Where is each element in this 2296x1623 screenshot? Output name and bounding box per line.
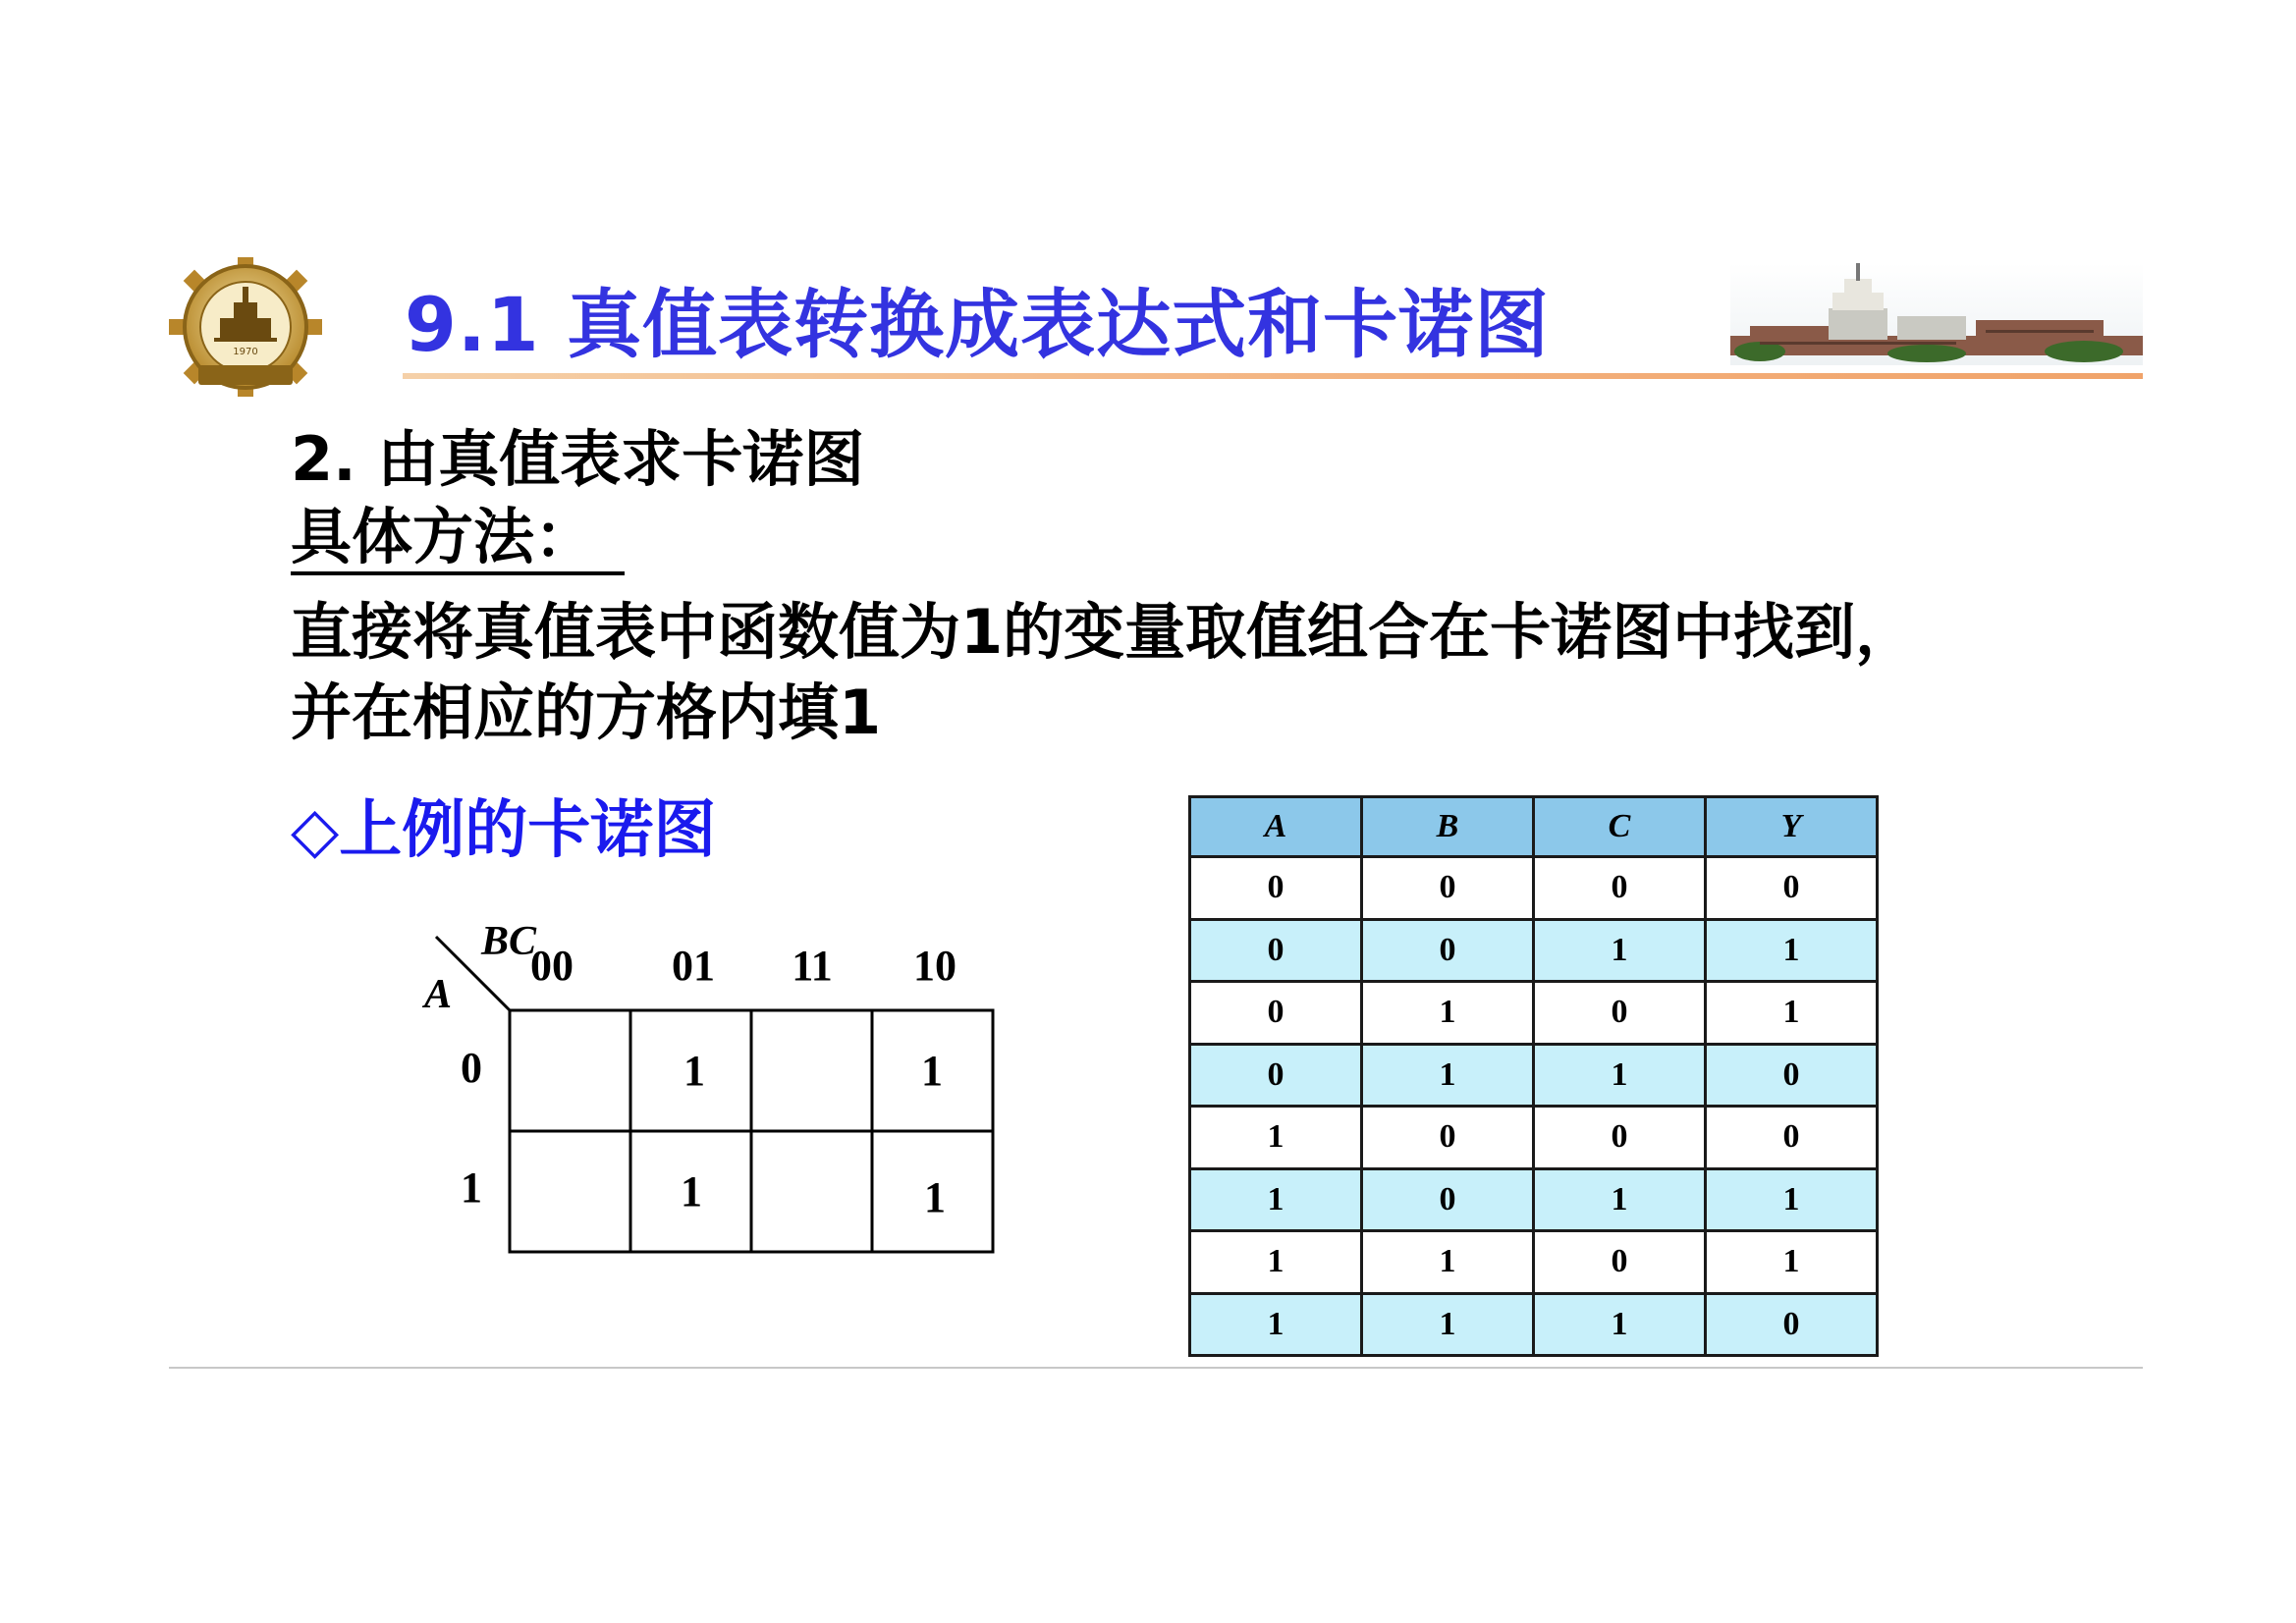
slide-title: 9.1 真值表转换成表达式和卡诺图 — [405, 281, 1551, 368]
truth-table-cell: 0 — [1190, 919, 1362, 982]
truth-table-cell: 0 — [1706, 1044, 1878, 1107]
karnaugh-map — [412, 913, 1021, 1267]
truth-table-cell: 1 — [1190, 1107, 1362, 1169]
truth-table-cell: 1 — [1706, 1231, 1878, 1294]
truth-table-cell: 0 — [1362, 857, 1534, 920]
svg-text:1970: 1970 — [233, 347, 258, 357]
kmap-col-label: 00 — [530, 942, 574, 990]
kmap-row-label: 0 — [461, 1044, 482, 1092]
truth-table-cell: 0 — [1362, 919, 1534, 982]
truth-table-cell: 1 — [1534, 919, 1706, 982]
truth-table-cell: 1 — [1190, 1293, 1362, 1356]
truth-table-row — [1190, 1168, 1878, 1231]
section-heading: 2. 由真值表求卡诺图 — [291, 423, 865, 495]
kmap-cell: 1 — [921, 1047, 943, 1095]
truth-table-row — [1190, 1293, 1878, 1356]
truth-table-cell: 0 — [1706, 1293, 1878, 1356]
truth-table-row — [1190, 1044, 1878, 1107]
method-heading: 具体方法： — [291, 503, 625, 575]
truth-table-cell: 1 — [1706, 919, 1878, 982]
footer-rule — [169, 1367, 2143, 1369]
example-heading: ◇上例的卡诺图 — [291, 794, 717, 867]
truth-table-cell: 0 — [1534, 1107, 1706, 1169]
kmap-col-label: 01 — [672, 942, 715, 990]
truth-table-row — [1190, 982, 1878, 1045]
truth-table-cell: 1 — [1362, 1231, 1534, 1294]
truth-table-cell: 1 — [1534, 1168, 1706, 1231]
truth-table-cell: 1 — [1706, 1168, 1878, 1231]
truth-table-cell: 0 — [1706, 1107, 1878, 1169]
kmap-cell: 1 — [681, 1167, 702, 1216]
truth-table-cell: 0 — [1534, 857, 1706, 920]
truth-table-cell: 0 — [1534, 1231, 1706, 1294]
truth-table-cell: 0 — [1190, 857, 1362, 920]
truth-table-cell: 1 — [1190, 1231, 1362, 1294]
kmap-column-variable: BC — [481, 919, 537, 964]
truth-table-cell: 0 — [1534, 982, 1706, 1045]
kmap-row-variable: A — [424, 972, 453, 1017]
kmap-col-label: 10 — [913, 942, 957, 990]
instruction-line-1: 直接将真值表中函数值为1的变量取值组合在卡诺图中找到， — [291, 596, 1917, 668]
truth-table — [1188, 795, 1879, 1357]
kmap-col-label: 11 — [792, 942, 833, 990]
kmap-cell: 1 — [683, 1047, 705, 1095]
truth-table-header: B — [1362, 797, 1534, 857]
header-rule — [403, 373, 2143, 379]
truth-table-header: A — [1190, 797, 1362, 857]
truth-table-cell: 1 — [1362, 1044, 1534, 1107]
kmap-row-label: 1 — [461, 1163, 482, 1212]
instruction-line-2: 并在相应的方格内填1 — [291, 676, 882, 748]
truth-table-cell: 0 — [1362, 1168, 1534, 1231]
truth-table-cell: 1 — [1706, 982, 1878, 1045]
truth-table-cell: 1 — [1190, 1168, 1362, 1231]
truth-table-cell: 0 — [1362, 1107, 1534, 1169]
truth-table-row — [1190, 857, 1878, 920]
truth-table-cell: 1 — [1534, 1044, 1706, 1107]
truth-table-cell: 0 — [1190, 982, 1362, 1045]
university-logo — [169, 257, 322, 397]
truth-table-header-row — [1190, 797, 1878, 857]
truth-table-cell: 0 — [1706, 857, 1878, 920]
campus-building-photo — [1730, 263, 2143, 365]
truth-table-row — [1190, 919, 1878, 982]
truth-table-cell: 1 — [1362, 1293, 1534, 1356]
truth-table-header: C — [1534, 797, 1706, 857]
truth-table-row — [1190, 1231, 1878, 1294]
truth-table-cell: 1 — [1534, 1293, 1706, 1356]
truth-table-header: Y — [1706, 797, 1878, 857]
truth-table-row — [1190, 1107, 1878, 1169]
truth-table-cell: 1 — [1362, 982, 1534, 1045]
kmap-cell: 1 — [924, 1173, 946, 1221]
truth-table-cell: 0 — [1190, 1044, 1362, 1107]
